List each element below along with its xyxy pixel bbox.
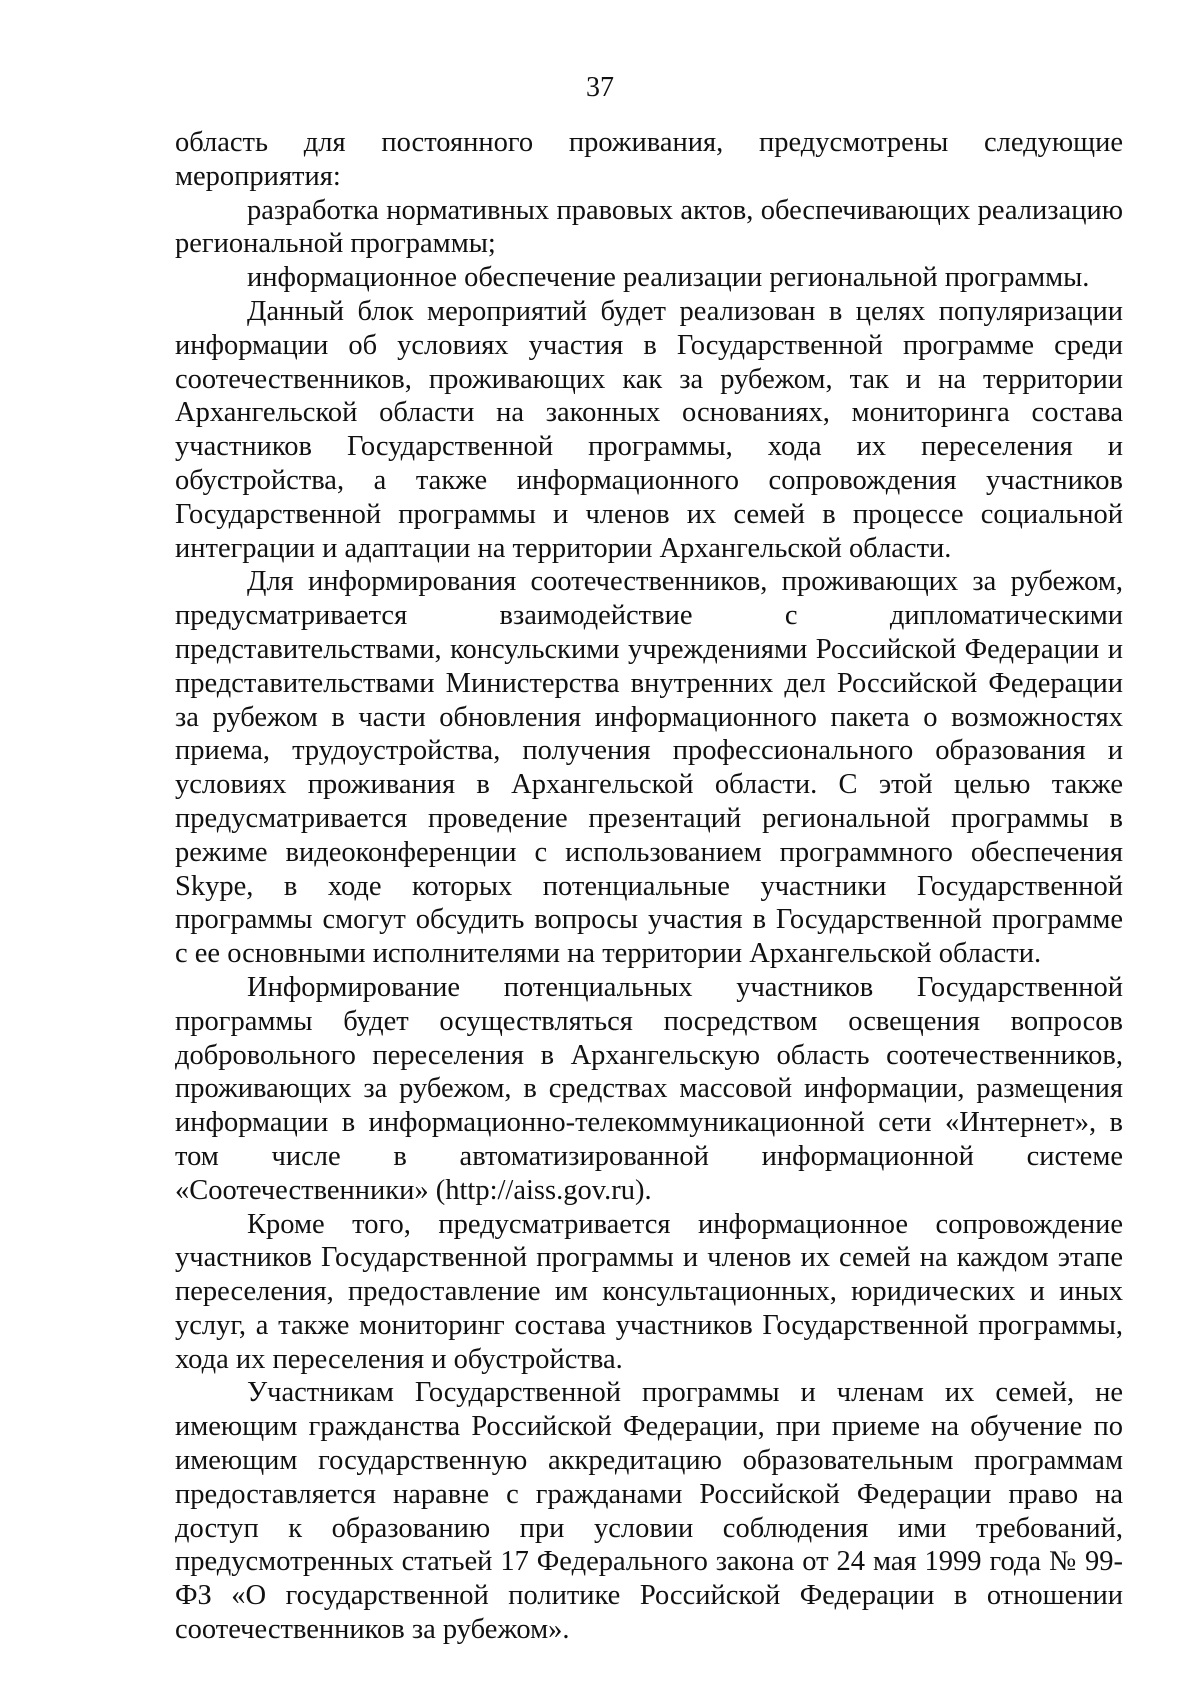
paragraph-continuation: область для постоянного проживания, предусмотрены следующие мероприятия:	[175, 127, 1123, 192]
paragraph-information-support: информационное обеспечение реализации региональной программы.	[247, 262, 1090, 294]
paragraph-media-coverage: Информирование потенциальных участников Государственной программы будет осуществляться посредством освещения вопросов добровольного переселения в Архангельскую область соотечественников, проживающих за рубежом, в средствах массовой информации, размещения информации в информационно-телекоммуникационной сети «Интернет», в том числе в автоматизированной информационной системе «Соотечественники» (http://aiss.gov.ru).	[175, 971, 1123, 1206]
paragraph-support-services: Кроме того, предусматривается информационное сопровождение участников Государственной программы и членов их семей на каждом этапе переселения, предоставление им консультационных, юридических и иных услуг, а также мониторинг состава участников Государственной программы, хода их переселения и обустройства.	[175, 1208, 1123, 1375]
paragraph-regulatory-acts: разработка нормативных правовых актов, обеспечивающих реализацию региональной программы;	[175, 194, 1123, 260]
document-body	[175, 126, 1123, 1647]
paragraph-block-purpose: Данный блок мероприятий будет реализован в целях популяризации информации об условиях участия в Государственной программе среди соотечественников, проживающих как за рубежом, так и на территории Архангельской области на законных основаниях, мониторинга состава участников Государственной программы, хода их переселения и обустройства, а также информационного сопровождения участников Государственной программы и членов их семей в процессе социальной интеграции и адаптации на территории Архангельской области.	[175, 295, 1123, 564]
page-number: 37	[586, 72, 614, 103]
paragraph-education-access: Участникам Государственной программы и членам их семей, не имеющим гражданства Российской Федерации, при приеме на обучение по имеющим государственную аккредитацию образовательным программам предоставляется наравне с гражданами Российской Федерации право на доступ к образованию при условии соблюдения ими требований, предусмотренных статьей 17 Федерального закона от 24 мая 1999 года № 99-ФЗ «О государственной политике Российской Федерации в отношении соотечественников за рубежом».	[175, 1377, 1123, 1646]
paragraph-informing-abroad: Для информирования соотечественников, проживающих за рубежом, предусматривается взаимодействие с дипломатическими представительствами, консульскими учреждениями Российской Федерации и представительствами Министерства внутренних дел Российской Федерации за рубежом в части обновления информационного пакета о возможностях приема, трудоустройства, получения профессионального образования и условиях проживания в Архангельской области. С этой целью также предусматривается проведение презентаций региональной программы в режиме видеоконференции с использованием программного обеспечения Skype, в ходе которых потенциальные участники Государственной программы смогут обсудить вопросы участия в Государственной программе с ее основными исполнителями на территории Архангельской области.	[175, 566, 1123, 970]
